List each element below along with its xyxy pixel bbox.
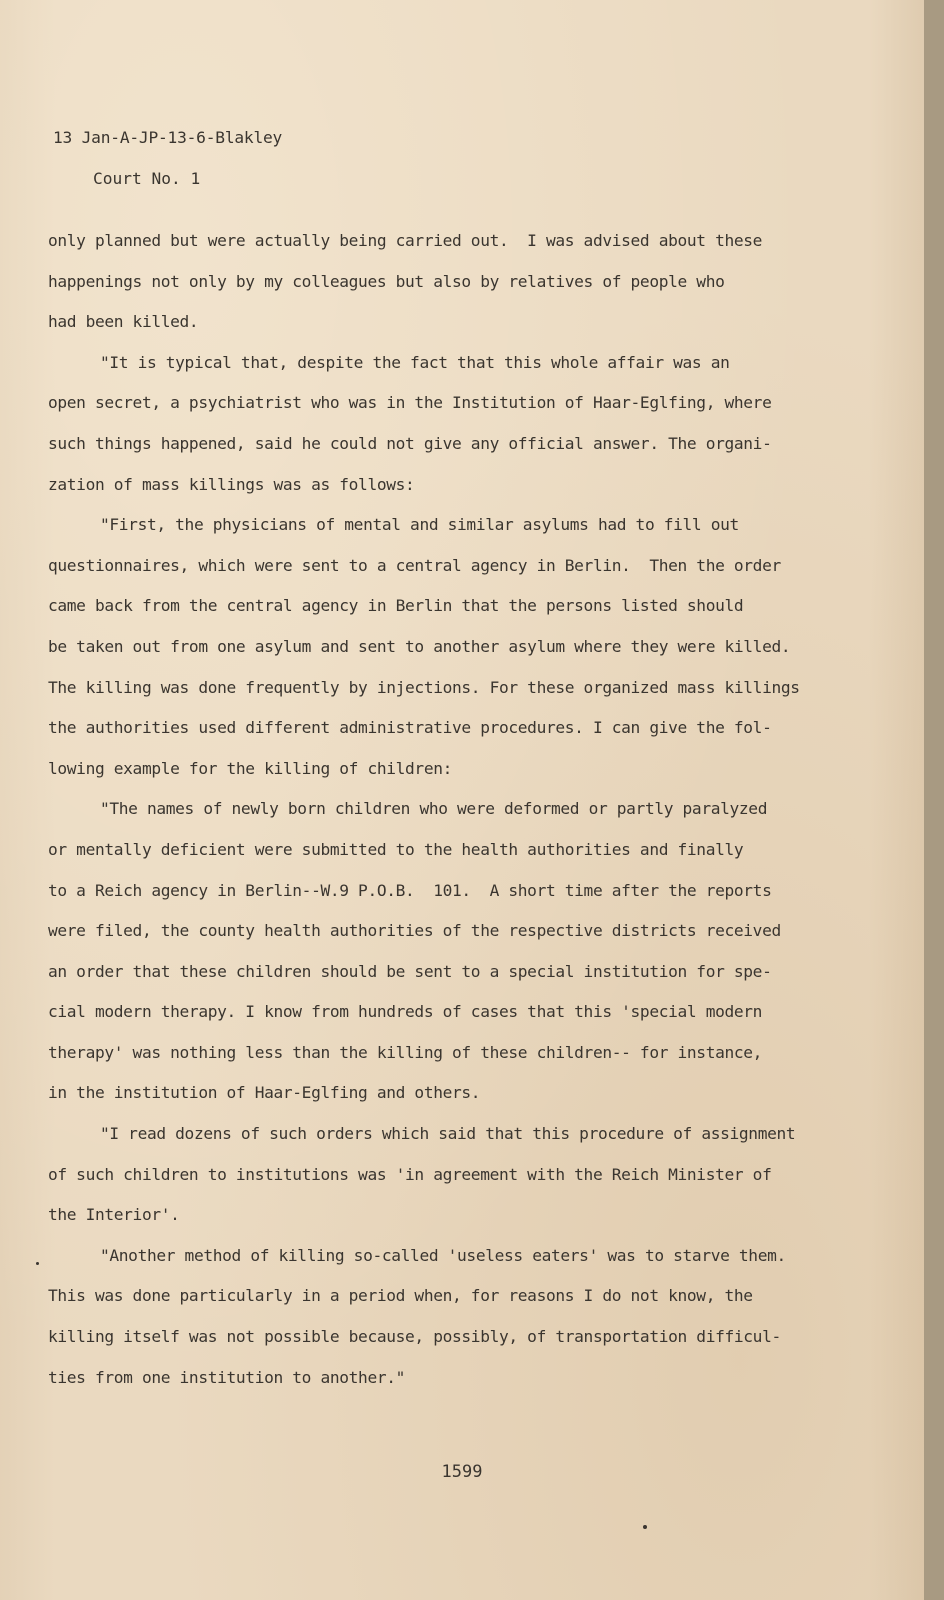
- text-line: or mentally deficient were submitted to the health authorities and finally: [48, 839, 744, 859]
- ink-speck: [643, 1525, 647, 1529]
- text-line: cial modern therapy. I know from hundreds of cases that this 'special modern: [48, 1002, 763, 1022]
- text-line: such things happened, said he could not give any official answer. The organi-: [48, 433, 772, 453]
- text-line: to a Reich agency in Berlin--W.9 P.O.B. 101. A short time after the reports: [48, 880, 772, 900]
- document-body: [48, 229, 858, 1406]
- text-line: in the institution of Haar-Eglfing and others.: [48, 1083, 481, 1103]
- text-line: the authorities used different administrative procedures. I can give the fol-: [48, 718, 772, 738]
- scan-background-edge: [924, 0, 944, 1600]
- ink-speck: [36, 1262, 39, 1265]
- text-line: killing itself was not possible because, possibly, of transportation difficul-: [48, 1327, 781, 1347]
- text-line: only planned but were actually being carried out. I was advised about these: [48, 231, 763, 250]
- text-line: therapy' was nothing less than the killing of these children-- for instance,: [48, 1042, 763, 1062]
- paragraph-start-line: "I read dozens of such orders which said that this procedure of assignment: [100, 1124, 796, 1144]
- text-line: an order that these children should be sent to a special institution for spe-: [48, 961, 772, 981]
- paragraph-start-line: "It is typical that, despite the fact that this whole affair was an: [100, 352, 730, 372]
- text-line: questionnaires, which were sent to a central agency in Berlin. Then the order: [48, 555, 781, 575]
- paragraph-start-line: "The names of newly born children who were deformed or partly paralyzed: [100, 799, 768, 819]
- text-line: the Interior'.: [48, 1205, 180, 1225]
- text-line: ties from one institution to another.": [48, 1367, 406, 1387]
- text-line: lowing example for the killing of children:: [48, 758, 453, 778]
- page-number: 1599: [441, 1462, 483, 1482]
- text-line: The killing was done frequently by injections. For these organized mass killings: [48, 677, 800, 697]
- text-line: This was done particularly in a period when, for reasons I do not know, the: [48, 1286, 753, 1306]
- text-line: were filed, the county health authorities of the respective districts received: [48, 921, 781, 941]
- text-line: happenings not only by my colleagues but also by relatives of people who: [48, 271, 725, 291]
- document-header: 13 Jan-A-JP-13-6-Blakley: [53, 128, 283, 147]
- text-line: zation of mass killings was as follows:: [48, 474, 415, 494]
- text-line: of such children to institutions was 'in agreement with the Reich Minister of: [48, 1164, 772, 1184]
- text-line: be taken out from one asylum and sent to another asylum where they were killed.: [48, 636, 791, 656]
- text-line: open secret, a psychiatrist who was in the Institution of Haar-Eglfing, where: [48, 393, 772, 413]
- paragraph-start-line: "Another method of killing so-called 'useless eaters' was to starve them.: [100, 1245, 786, 1265]
- court-label: Court No. 1: [93, 169, 201, 188]
- paragraph-start-line: "First, the physicians of mental and similar asylums had to fill out: [100, 515, 739, 535]
- text-line: had been killed.: [48, 312, 199, 332]
- text-line: came back from the central agency in Berlin that the persons listed should: [48, 596, 744, 616]
